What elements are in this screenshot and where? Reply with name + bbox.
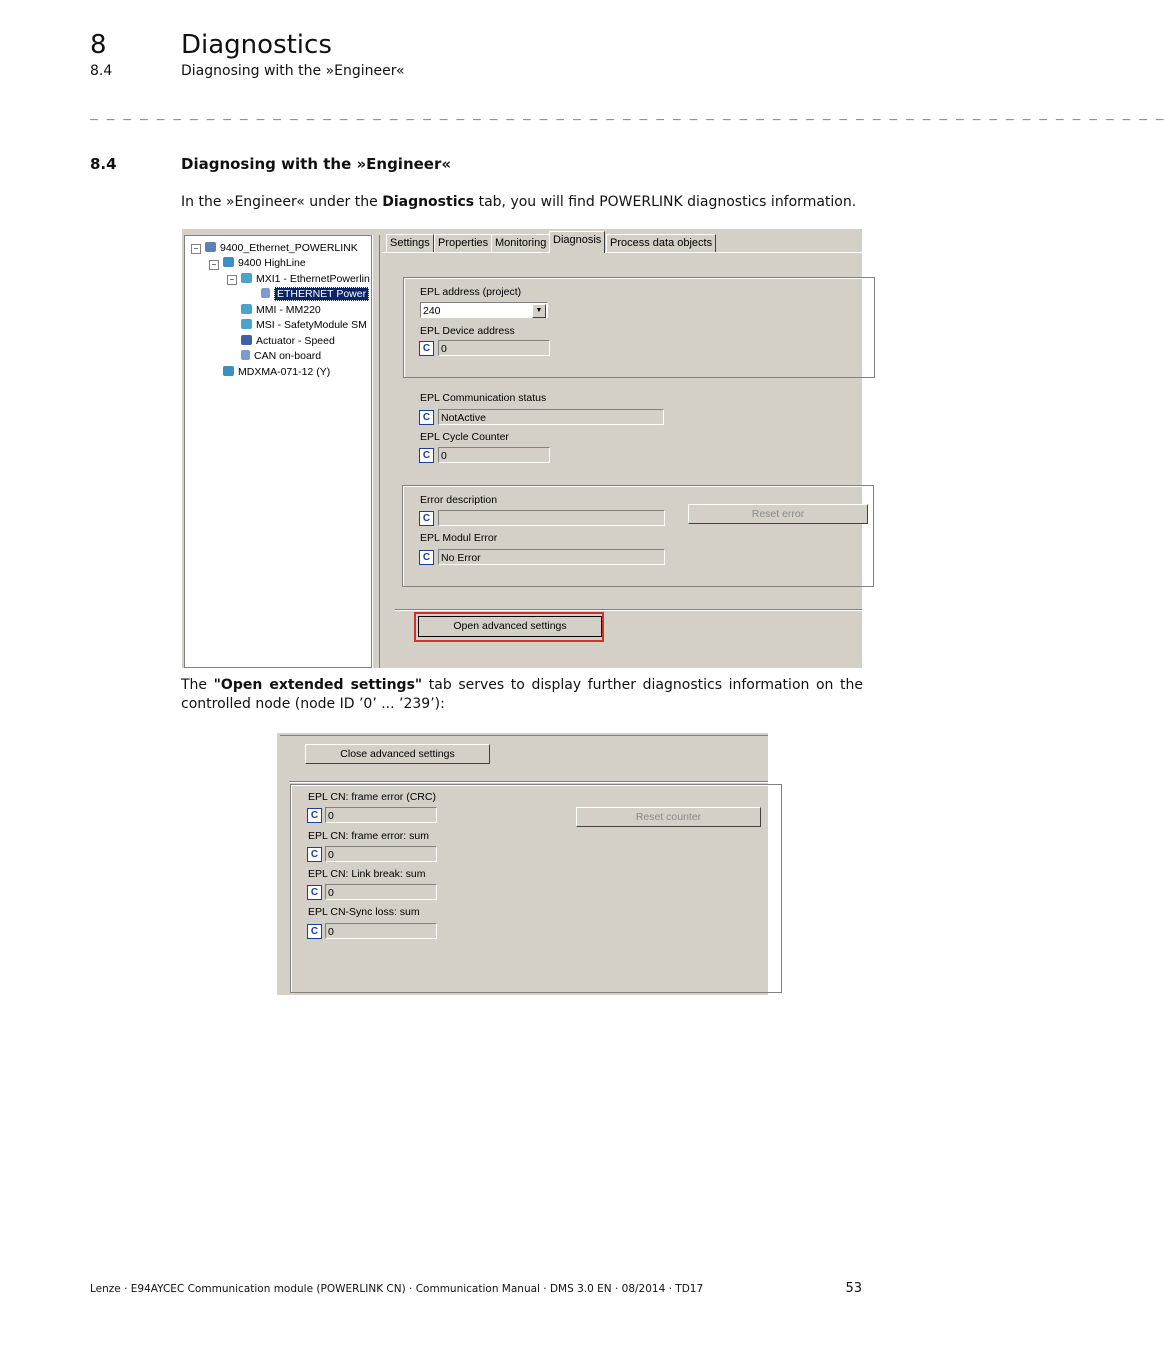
c-button[interactable]: C [419, 550, 434, 565]
tree-item-selected[interactable]: ETHERNET Power [261, 287, 369, 301]
epl-address-label: EPL address (project) [420, 286, 522, 298]
tree-item[interactable]: 9400 HighLine [223, 256, 306, 270]
interface-icon [241, 350, 250, 360]
separator [289, 781, 768, 783]
frame-error-crc-label: EPL CN: frame error (CRC) [308, 791, 436, 803]
tree-item[interactable]: CAN on-board [241, 349, 321, 363]
close-advanced-settings-button[interactable]: Close advanced settings [305, 744, 490, 764]
c-button[interactable]: C [307, 924, 322, 939]
section-number: 8.4 [90, 155, 117, 173]
sync-loss-sum-field: 0 [325, 923, 437, 939]
interface-icon [261, 288, 270, 298]
epl-device-address-label: EPL Device address [420, 325, 515, 337]
tree-item[interactable]: MDXMA-071-12 (Y) [223, 365, 330, 379]
extended-settings-paragraph: The "Open extended settings" tab serves to display further diagnostics information on the controlled node (node ID ’0’ ... ’239’): [181, 677, 863, 712]
reset-counter-button[interactable]: Reset counter [576, 807, 761, 827]
epl-communication-status-field: NotActive [438, 409, 664, 425]
intro-paragraph: In the »Engineer« under the Diagnostics tab, you will find POWERLINK diagnostics information. [181, 194, 857, 210]
tab-diagnosis[interactable]: Diagnosis [549, 231, 605, 253]
module-icon [241, 304, 252, 314]
c-button[interactable]: C [419, 511, 434, 526]
top-edge [280, 735, 768, 736]
tree-expander[interactable]: − [191, 244, 201, 254]
tab-monitoring[interactable]: Monitoring [491, 234, 550, 252]
project-icon [205, 242, 216, 252]
frame-error-sum-field: 0 [325, 846, 437, 862]
epl-cycle-counter-field: 0 [438, 447, 550, 463]
tab-baseline [382, 252, 862, 253]
sync-loss-sum-label: EPL CN-Sync loss: sum [308, 906, 420, 918]
motor-icon [223, 366, 234, 376]
chevron-down-icon[interactable]: ▼ [532, 304, 546, 318]
chapter-title: Diagnostics [181, 30, 332, 60]
epl-cycle-counter-label: EPL Cycle Counter [420, 431, 509, 443]
frame-error-crc-field: 0 [325, 807, 437, 823]
tree-item[interactable]: MSI - SafetyModule SM [241, 318, 367, 332]
tree-expander[interactable]: − [227, 275, 237, 285]
epl-communication-status-label: EPL Communication status [420, 392, 547, 404]
tree-expander[interactable]: − [209, 260, 219, 270]
c-button[interactable]: C [307, 885, 322, 900]
tab-settings[interactable]: Settings [386, 234, 434, 252]
c-button[interactable]: C [307, 847, 322, 862]
link-break-sum-label: EPL CN: Link break: sum [308, 868, 426, 880]
function-icon [241, 335, 252, 345]
para2-bold: "Open extended settings" [213, 677, 423, 693]
tab-process-data-objects[interactable]: Process data objects [606, 234, 716, 252]
header-section-title: Diagnosing with the »Engineer« [181, 63, 405, 79]
epl-device-address-field: 0 [438, 340, 550, 356]
tab-properties[interactable]: Properties [434, 234, 492, 252]
link-break-sum-field: 0 [325, 884, 437, 900]
intro-bold: Diagnostics [382, 194, 475, 210]
c-button[interactable]: C [419, 448, 434, 463]
c-button[interactable]: C [307, 808, 322, 823]
tree-item[interactable]: MXI1 - EthernetPowerlin [241, 272, 370, 286]
controller-icon [223, 257, 234, 267]
header-section-number: 8.4 [90, 63, 113, 79]
page-number: 53 [845, 1281, 862, 1296]
open-advanced-settings-button[interactable]: Open advanced settings [418, 616, 602, 637]
c-button[interactable]: C [419, 341, 434, 356]
error-description-label: Error description [420, 494, 498, 506]
engineer-screenshot-diagnosis [182, 229, 862, 668]
tree-item[interactable]: MMI - MM220 [241, 303, 321, 317]
error-description-field [438, 510, 665, 526]
reset-error-button[interactable]: Reset error [688, 504, 868, 524]
epl-address-select[interactable]: 240 ▼ [420, 302, 548, 318]
engineer-screenshot-advanced [277, 733, 768, 995]
module-icon [241, 319, 252, 329]
c-button[interactable]: C [419, 410, 434, 425]
module-icon [241, 273, 252, 283]
frame-error-sum-label: EPL CN: frame error: sum [308, 830, 429, 842]
splitter[interactable] [372, 235, 380, 668]
chapter-number: 8 [90, 30, 107, 60]
header-divider: _ _ _ _ _ _ _ _ _ _ _ _ _ _ _ _ _ _ _ _ _ _ _ _ _ _ _ _ _ _ _ _ _ _ _ _ _ _ _ _ _ _ _ _ _ _ _ _ _ _ _ _ _ _ _ _ _ _ _ _ _ _ _ _ _ [90, 106, 1164, 121]
project-tree [184, 235, 372, 668]
footer-text: Lenze · E94AYCEC Communication module (POWERLINK CN) · Communication Manual · DMS 3.0 EN · 08/2014 · TD17 [90, 1283, 704, 1295]
tree-item[interactable]: 9400_Ethernet_POWERLINK [205, 241, 358, 255]
epl-modul-error-field: No Error [438, 549, 665, 565]
section-title: Diagnosing with the »Engineer« [181, 155, 452, 173]
epl-modul-error-label: EPL Modul Error [420, 532, 498, 544]
tree-item[interactable]: Actuator - Speed [241, 334, 335, 348]
separator [395, 609, 862, 611]
